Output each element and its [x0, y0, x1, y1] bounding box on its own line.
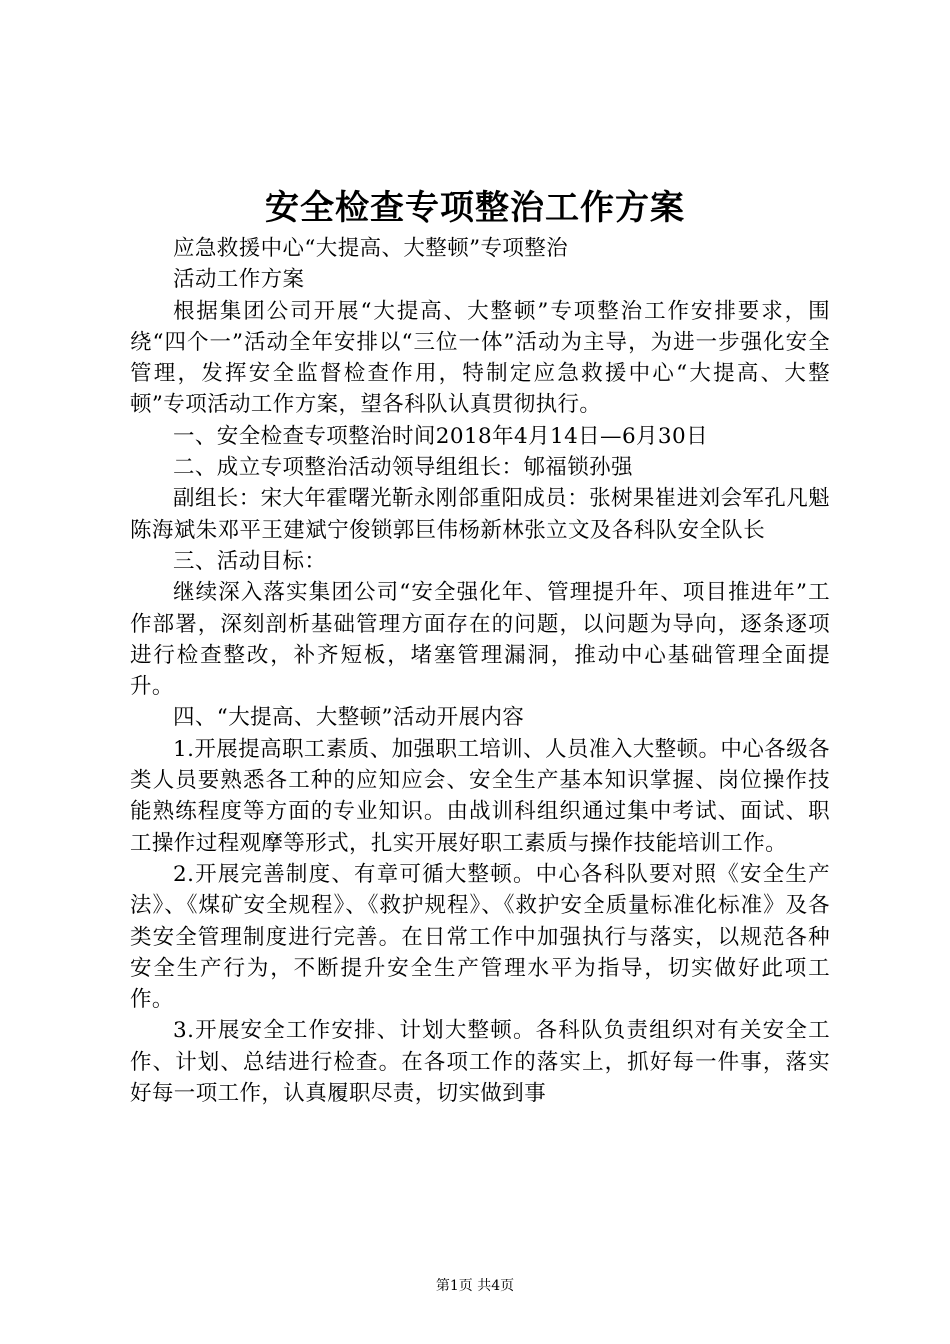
- document-body: [130, 233, 830, 1109]
- paragraph-subtitle-line-1: 应急救援中心“大提高、大整顿”专项整治: [173, 236, 569, 261]
- paragraph-section-3: 三、活动目标：: [173, 548, 327, 574]
- paragraph-item-1: 1.开展提高职工素质、加强职工培训、人员准入大整顿。中心各级各类人员要熟悉各工种的应知应会、安全生产基本知识掌握、岗位操作技能熟练程度等方面的专业知识。由战训科组织通过集中考试、面试、职工操作过程观摩等形式，扎实开展好职工素质与操作技能培训工作。: [130, 736, 830, 856]
- paragraph-goals: 继续深入落实集团公司“安全强化年、管理提升年、项目推进年”工作部署，深刻剖析基础管理方面存在的问题，以问题为导向，逐条逐项进行检查整改，补齐短板，堵塞管理漏洞，推动中心基础管理全面提升。: [130, 580, 830, 700]
- paragraph-item-3: 3.开展安全工作安排、计划大整顿。各科队负责组织对有关安全工作、计划、总结进行检查。在各项工作的落实上，抓好每一件事，落实好每一项工作，认真履职尽责，切实做到事: [130, 1018, 830, 1107]
- paragraph-members: 副组长：宋大年霍曙光靳永刚郃重阳成员：张树果崔进刘会军孔凡魁陈海斌朱邓平王建斌宁俊锁郭巨伟杨新林张立文及各科队安全队长: [130, 486, 831, 543]
- paragraph-section-1: 一、安全检查专项整治时间2018年4月14日—6月30日: [173, 423, 708, 449]
- paragraph-intro: 根据集团公司开展“大提高、大整顿”专项整治工作安排要求，围绕“四个一”活动全年安排以“三位一体”活动为主导，为进一步强化安全管理，发挥安全监督检查作用，特制定应急救援中心“大提高、大整顿”专项活动工作方案，望各科队认真贯彻执行。: [130, 298, 830, 418]
- paragraph-section-4: 四、“大提高、大整顿”活动开展内容: [173, 705, 525, 731]
- paragraph-section-2: 二、成立专项整治活动领导组组长：郇福锁孙强: [173, 455, 633, 481]
- paragraph-subtitle-line-2: 活动工作方案: [173, 267, 305, 293]
- page-footer: 第1页 共4页: [435, 1278, 515, 1294]
- document-title: 安全检查专项整治工作方案: [265, 188, 685, 228]
- paragraph-item-2: 2.开展完善制度、有章可循大整顿。中心各科队要对照《安全生产法》、《煤矿安全规程》、《救护规程》、《救护安全质量标准化标准》及各类安全管理制度进行完善。在日常工作中加强执行与落实，以规范各种安全生产行为，不断提升安全生产管理水平为指导，切实做好此项工作。: [130, 861, 830, 1013]
